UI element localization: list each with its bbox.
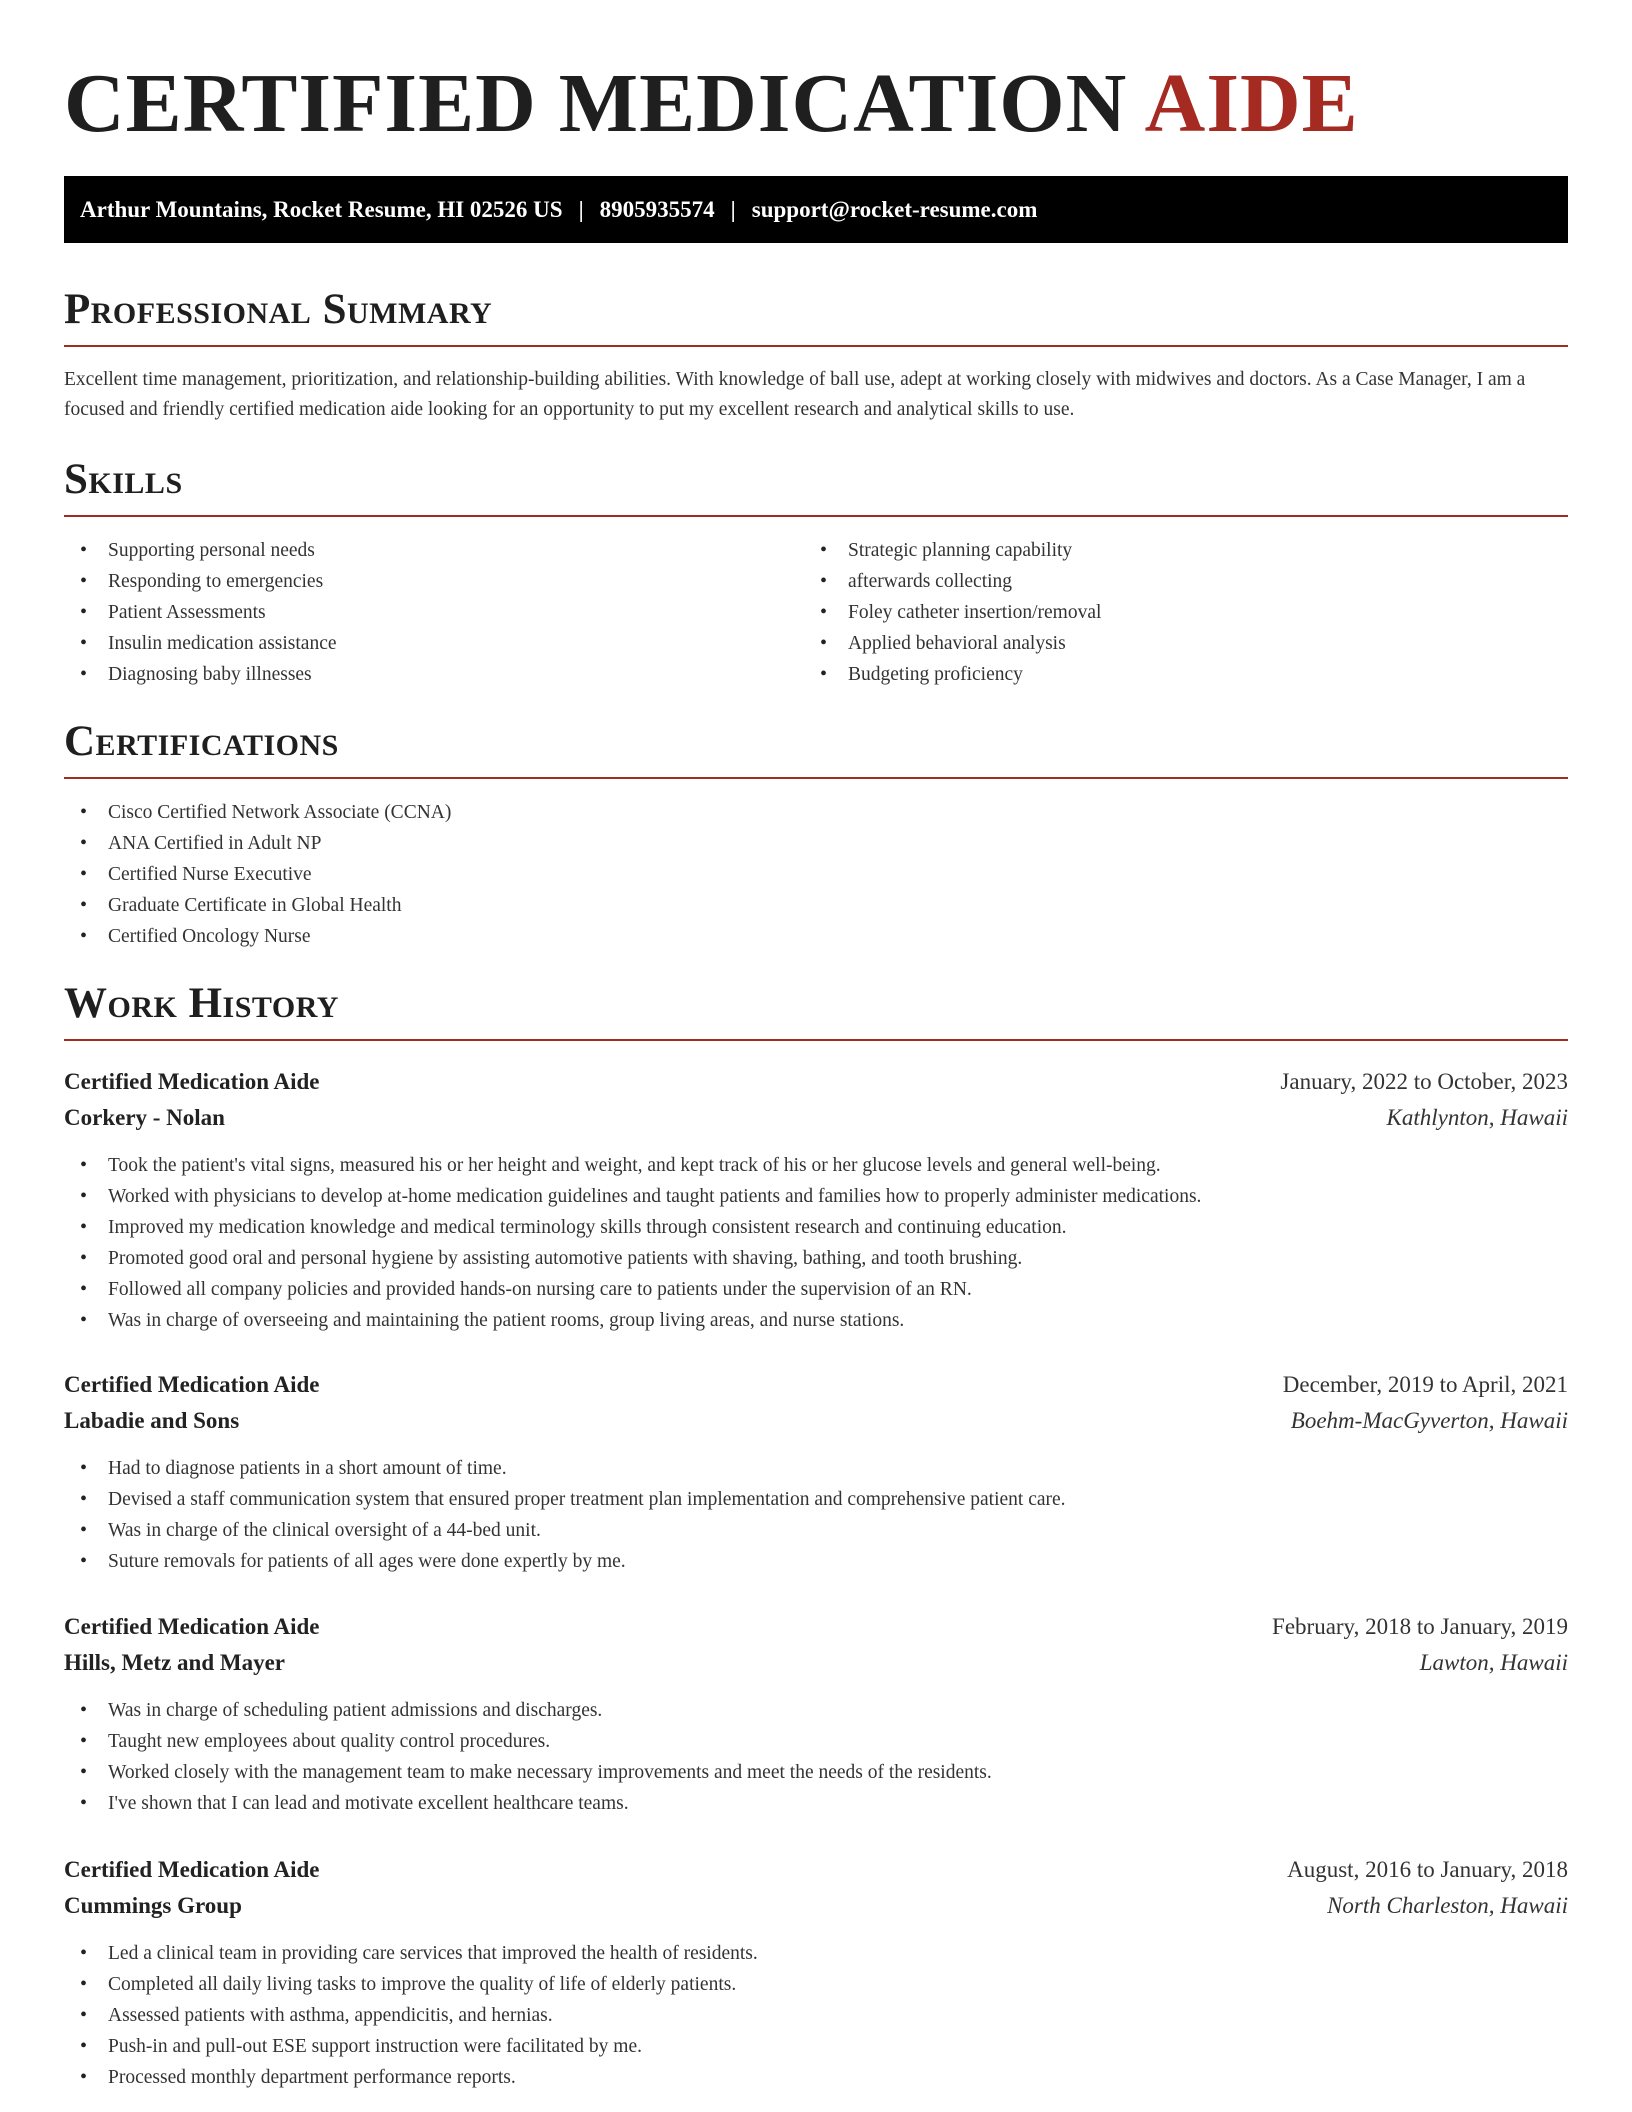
job-company: Corkery - Nolan [64, 1105, 225, 1130]
job-bullets [64, 1938, 1568, 2093]
job-bullets [64, 1150, 1568, 1336]
job-title: Certified Medication Aide [64, 1069, 320, 1094]
job-bullet: • Worked with physicians to develop at-home medication guidelines and taught patients and families how to properly administer medications. [64, 1181, 1568, 1212]
contact-bar [64, 176, 1568, 243]
certification-item: • Certified Nurse Executive [64, 859, 1568, 890]
job-company: Cummings Group [64, 1893, 242, 1918]
job-dates: February, 2018 to January, 2019 [1272, 1614, 1568, 1639]
name-accent: AIDE [1144, 57, 1359, 150]
skill-item: • Patient Assessments [64, 597, 804, 628]
skill-item: • Foley catheter insertion/removal [804, 597, 1544, 628]
job-location: Kathlynton, Hawaii [1386, 1105, 1568, 1130]
contact-separator: | [578, 196, 584, 222]
job-title: Certified Medication Aide [64, 1614, 320, 1639]
section-title-summary: Professional Summary [64, 286, 493, 333]
contact-separator: | [730, 196, 736, 222]
certifications-list [64, 797, 1568, 952]
job-bullet: • Suture removals for patients of all ages were done expertly by me. [64, 1546, 1568, 1577]
section-divider [64, 777, 1568, 779]
certification-item: • Cisco Certified Network Associate (CCNA) [64, 797, 1568, 828]
skill-item: • Responding to emergencies [64, 566, 804, 597]
skill-item: • Insulin medication assistance [64, 628, 804, 659]
skill-item: • Budgeting proficiency [804, 659, 1544, 690]
job-company: Hills, Metz and Mayer [64, 1650, 286, 1675]
certification-item: • Graduate Certificate in Global Health [64, 890, 1568, 921]
skills-list-left [64, 535, 804, 690]
resume-name [64, 56, 1359, 153]
skill-item: • Diagnosing baby illnesses [64, 659, 804, 690]
job-dates: December, 2019 to April, 2021 [1282, 1372, 1568, 1397]
job-bullet: • Led a clinical team in providing care services that improved the health of residents. [64, 1938, 1568, 1969]
job-bullet: • I've shown that I can lead and motivate excellent healthcare teams. [64, 1788, 1568, 1819]
job-bullet: • Push-in and pull-out ESE support instruction were facilitated by me. [64, 2031, 1568, 2062]
job-bullet: • Taught new employees about quality control procedures. [64, 1726, 1568, 1757]
skill-item: • Supporting personal needs [64, 535, 804, 566]
job-bullet: • Followed all company policies and provided hands-on nursing care to patients under the supervision of an RN. [64, 1274, 1568, 1305]
summary-section [64, 286, 1568, 425]
job-dates: January, 2022 to October, 2023 [1280, 1069, 1568, 1094]
contact-email: support@rocket-resume.com [751, 196, 1038, 222]
job-bullet: • Promoted good oral and personal hygiene by assisting automotive patients with shaving, bathing, and tooth brushing. [64, 1243, 1568, 1274]
job-bullet: • Was in charge of scheduling patient admissions and discharges. [64, 1695, 1568, 1726]
certification-item: • ANA Certified in Adult NP [64, 828, 1568, 859]
section-title-skills: Skills [64, 456, 183, 503]
skill-item: • Strategic planning capability [804, 535, 1544, 566]
job-bullet: • Took the patient's vital signs, measured his or her height and weight, and kept track of his or her glucose levels and general well-being. [64, 1150, 1568, 1181]
job-bullet: • Devised a staff communication system that ensured proper treatment plan implementation and comprehensive patient care. [64, 1484, 1568, 1515]
skills-columns [64, 517, 1568, 690]
job-bullets [64, 1695, 1568, 1819]
section-divider [64, 345, 1568, 347]
job-dates: August, 2016 to January, 2018 [1287, 1857, 1568, 1882]
job-bullet: • Completed all daily living tasks to improve the quality of life of elderly patients. [64, 1969, 1568, 2000]
job-entry [64, 1064, 1568, 1336]
certifications-section [64, 718, 1568, 952]
skills-section [64, 456, 1568, 690]
job-entry [64, 1852, 1568, 2093]
section-divider [64, 1039, 1568, 1041]
job-location: Boehm-MacGyverton, Hawaii [1290, 1408, 1568, 1433]
contact-address: Arthur Mountains, Rocket Resume, HI 02526 US [80, 196, 563, 222]
job-title: Certified Medication Aide [64, 1857, 320, 1882]
certification-item: • Certified Oncology Nurse [64, 921, 1568, 952]
skills-list-right [804, 535, 1544, 690]
job-bullet: • Improved my medication knowledge and medical terminology skills through consistent research and continuing education. [64, 1212, 1568, 1243]
job-company: Labadie and Sons [64, 1408, 240, 1433]
job-location: North Charleston, Hawaii [1327, 1893, 1568, 1918]
work-history-section [64, 980, 1568, 1041]
skill-item: • Applied behavioral analysis [804, 628, 1544, 659]
contact-phone: 8905935574 [599, 196, 715, 222]
job-entry [64, 1609, 1568, 1819]
name-main: CERTIFIED MEDICATION [64, 57, 1128, 150]
job-bullet: • Worked closely with the management team to make necessary improvements and meet the needs of the residents. [64, 1757, 1568, 1788]
section-title-certifications: Certifications [64, 718, 339, 765]
job-bullet: • Processed monthly department performance reports. [64, 2062, 1568, 2093]
skill-item: • afterwards collecting [804, 566, 1544, 597]
section-title-work-history: Work History [64, 980, 339, 1027]
job-bullet: • Was in charge of the clinical oversight of a 44-bed unit. [64, 1515, 1568, 1546]
summary-text: Excellent time management, prioritization, and relationship-building abilities. With knowledge of ball use, adept at working closely with midwives and doctors. As a Case Manager, I am a focused and friendly certified medication aide looking for an opportunity to put my excellent research and analytical skills to use. [64, 369, 1526, 421]
job-title: Certified Medication Aide [64, 1372, 320, 1397]
job-bullet: • Had to diagnose patients in a short amount of time. [64, 1453, 1568, 1484]
job-entry [64, 1367, 1568, 1577]
job-bullet: • Was in charge of overseeing and maintaining the patient rooms, group living areas, and nurse stations. [64, 1305, 1568, 1336]
job-bullet: • Assessed patients with asthma, appendicitis, and hernias. [64, 2000, 1568, 2031]
job-location: Lawton, Hawaii [1419, 1650, 1568, 1675]
job-bullets [64, 1453, 1568, 1577]
